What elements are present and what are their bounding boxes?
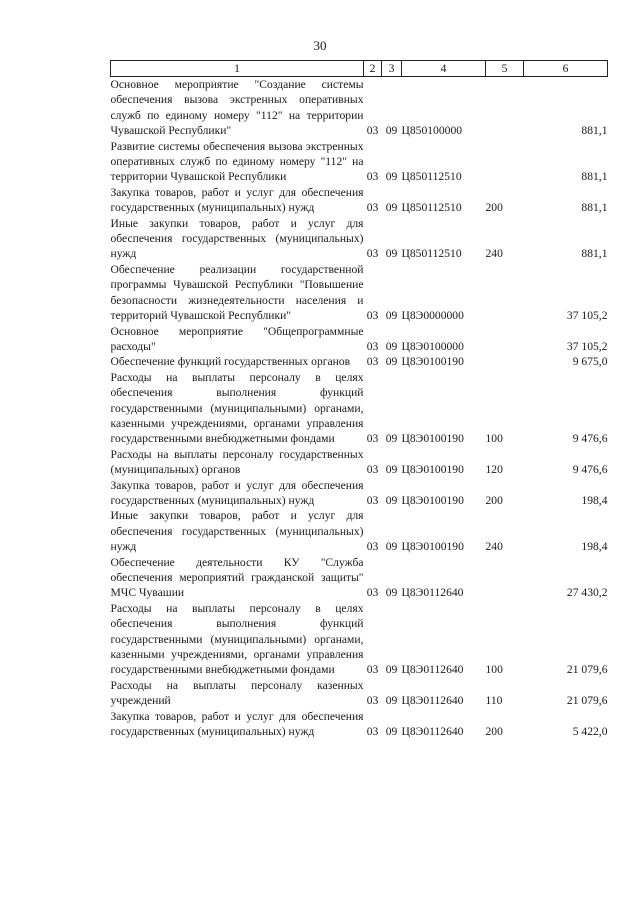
row-name: Закупка товаров, работ и услуг для обеспечения государственных (муниципальных) нужд <box>110 709 364 739</box>
row-target-article: Ц8Э0112640 <box>401 725 464 739</box>
row-name: Развитие системы обеспечения вызова экстренных оперативных служб по единому номеру "112" на территории Чувашской Республики <box>110 139 364 184</box>
row-target-article: Ц850112510 <box>401 201 462 215</box>
table-row <box>111 370 608 447</box>
row-expense-type: 120 <box>485 463 503 477</box>
row-expense-type <box>486 555 524 601</box>
table-row <box>111 709 608 740</box>
table-row <box>111 478 608 509</box>
row-name: Иные закупки товаров, работ и услуг для обеспечения государственных (муниципальных) нужд <box>110 509 364 554</box>
row-section: 03 <box>366 201 379 215</box>
row-subsection: 09 <box>385 586 398 600</box>
table-header-row <box>111 61 608 77</box>
row-name: Закупка товаров, работ и услуг для обеспечения государственных (муниципальных) нужд <box>110 185 364 215</box>
table-row <box>111 555 608 601</box>
row-amount: 9 476,6 <box>572 463 608 477</box>
table-row <box>111 216 608 262</box>
table-row <box>111 324 608 355</box>
row-section: 03 <box>366 339 379 353</box>
row-section: 03 <box>366 663 379 677</box>
row-expense-type <box>486 354 524 369</box>
row-section: 03 <box>366 725 379 739</box>
row-amount: 198,4 <box>581 540 608 554</box>
row-name: Обеспечение функций государственных органов <box>110 355 351 369</box>
header-col-2: 2 <box>364 61 382 77</box>
row-amount: 5 422,0 <box>572 725 608 739</box>
row-expense-type <box>486 77 524 139</box>
row-amount: 21 079,6 <box>566 694 608 708</box>
row-target-article: Ц8Э0100190 <box>401 463 464 477</box>
row-section: 03 <box>366 309 379 323</box>
row-section: 03 <box>366 493 379 507</box>
table-row <box>111 508 608 554</box>
row-expense-type <box>486 262 524 324</box>
row-amount: 881,1 <box>581 124 608 138</box>
row-section: 03 <box>366 124 379 138</box>
row-expense-type: 200 <box>485 493 503 507</box>
row-amount: 198,4 <box>581 493 608 507</box>
row-section: 03 <box>366 170 379 184</box>
row-expense-type: 200 <box>485 725 503 739</box>
row-subsection: 09 <box>385 355 398 369</box>
header-col-3: 3 <box>382 61 402 77</box>
row-target-article: Ц8Э0112640 <box>401 694 464 708</box>
table-row <box>111 601 608 678</box>
row-amount: 21 079,6 <box>566 663 608 677</box>
row-expense-type: 240 <box>485 540 503 554</box>
row-section: 03 <box>366 432 379 446</box>
row-expense-type: 200 <box>485 201 503 215</box>
row-amount: 881,1 <box>581 170 608 184</box>
row-target-article: Ц8Э0000000 <box>401 309 464 323</box>
row-subsection: 09 <box>385 694 398 708</box>
row-section: 03 <box>366 463 379 477</box>
row-subsection: 09 <box>385 339 398 353</box>
row-subsection: 09 <box>385 309 398 323</box>
table-row <box>111 77 608 139</box>
row-name: Иные закупки товаров, работ и услуг для обеспечения государственных (муниципальных) нужд <box>110 216 364 261</box>
row-expense-type <box>486 324 524 355</box>
row-name: Основное мероприятие "Общепрограммные расходы" <box>110 324 364 353</box>
row-name: Обеспечение реализации государственной программы Чувашской Республики "Повышение безопасности жизнедеятельности населения и территорий Чувашской Республики" <box>110 262 364 323</box>
table-row <box>111 447 608 478</box>
row-target-article: Ц8Э0100190 <box>401 493 464 507</box>
row-expense-type <box>486 139 524 185</box>
row-target-article: Ц8Э0100190 <box>401 540 464 554</box>
page-number: 30 <box>313 38 327 53</box>
row-target-article: Ц850100000 <box>401 124 463 138</box>
row-name: Расходы на выплаты персоналу казенных учреждений <box>110 678 364 708</box>
row-target-article: Ц850112510 <box>401 247 462 261</box>
row-name: Расходы на выплаты персоналу в целях обеспечения выполнения функций государственными (муниципальными) органами, казенными учреждениями, органами управления государственными внебюджетными фондами <box>110 370 364 446</box>
row-expense-type: 100 <box>485 663 503 677</box>
row-subsection: 09 <box>385 170 398 184</box>
row-amount: 9 476,6 <box>572 432 608 446</box>
header-col-5: 5 <box>486 61 524 77</box>
header-col-6: 6 <box>524 61 608 77</box>
row-subsection: 09 <box>385 247 398 261</box>
row-subsection: 09 <box>385 432 398 446</box>
row-name: Расходы на выплаты персоналу в целях обеспечения выполнения функций государственными (муниципальными) органами, казенными учреждениями, органами управления государственными внебюджетными фондами <box>110 601 364 677</box>
row-target-article: Ц850112510 <box>401 170 462 184</box>
header-col-4: 4 <box>402 61 486 77</box>
row-subsection: 09 <box>385 124 398 138</box>
row-expense-type: 240 <box>485 247 503 261</box>
row-subsection: 09 <box>385 663 398 677</box>
row-amount: 27 430,2 <box>566 586 608 600</box>
row-target-article: Ц8Э0112640 <box>401 663 464 677</box>
row-amount: 37 105,2 <box>566 309 608 323</box>
row-section: 03 <box>366 694 379 708</box>
row-subsection: 09 <box>385 725 398 739</box>
row-name: Основное мероприятие "Создание системы обеспечения вызова экстренных оперативных служб по единому номеру "112" на территории Чувашской Республики" <box>110 78 364 138</box>
table-row <box>111 139 608 185</box>
row-amount: 881,1 <box>581 247 608 261</box>
row-amount: 37 105,2 <box>566 339 608 353</box>
row-target-article: Ц8Э0100190 <box>401 432 464 446</box>
row-amount: 9 675,0 <box>572 355 608 369</box>
table-row <box>111 678 608 709</box>
row-amount: 881,1 <box>581 201 608 215</box>
row-name: Обеспечение деятельности КУ "Служба обеспечения мероприятий гражданской защиты" МЧС Чувашии <box>110 555 364 600</box>
row-name: Закупка товаров, работ и услуг для обеспечения государственных (муниципальных) нужд <box>110 478 364 507</box>
budget-table <box>110 60 608 739</box>
row-subsection: 09 <box>385 493 398 507</box>
row-subsection: 09 <box>385 463 398 477</box>
row-section: 03 <box>366 586 379 600</box>
header-col-1: 1 <box>111 61 364 77</box>
row-subsection: 09 <box>385 540 398 554</box>
row-section: 03 <box>366 540 379 554</box>
row-target-article: Ц8Э0100190 <box>401 355 464 369</box>
row-section: 03 <box>366 355 379 369</box>
row-section: 03 <box>366 247 379 261</box>
table-row <box>111 262 608 324</box>
table-row <box>111 354 608 369</box>
row-expense-type: 100 <box>485 432 503 446</box>
row-name: Расходы на выплаты персоналу государственных (муниципальных) органов <box>110 447 364 477</box>
table-row <box>111 185 608 216</box>
row-subsection: 09 <box>385 201 398 215</box>
table-body <box>111 77 608 740</box>
row-target-article: Ц8Э0100000 <box>401 339 464 353</box>
row-expense-type: 110 <box>485 694 503 708</box>
row-target-article: Ц8Э0112640 <box>401 586 464 600</box>
